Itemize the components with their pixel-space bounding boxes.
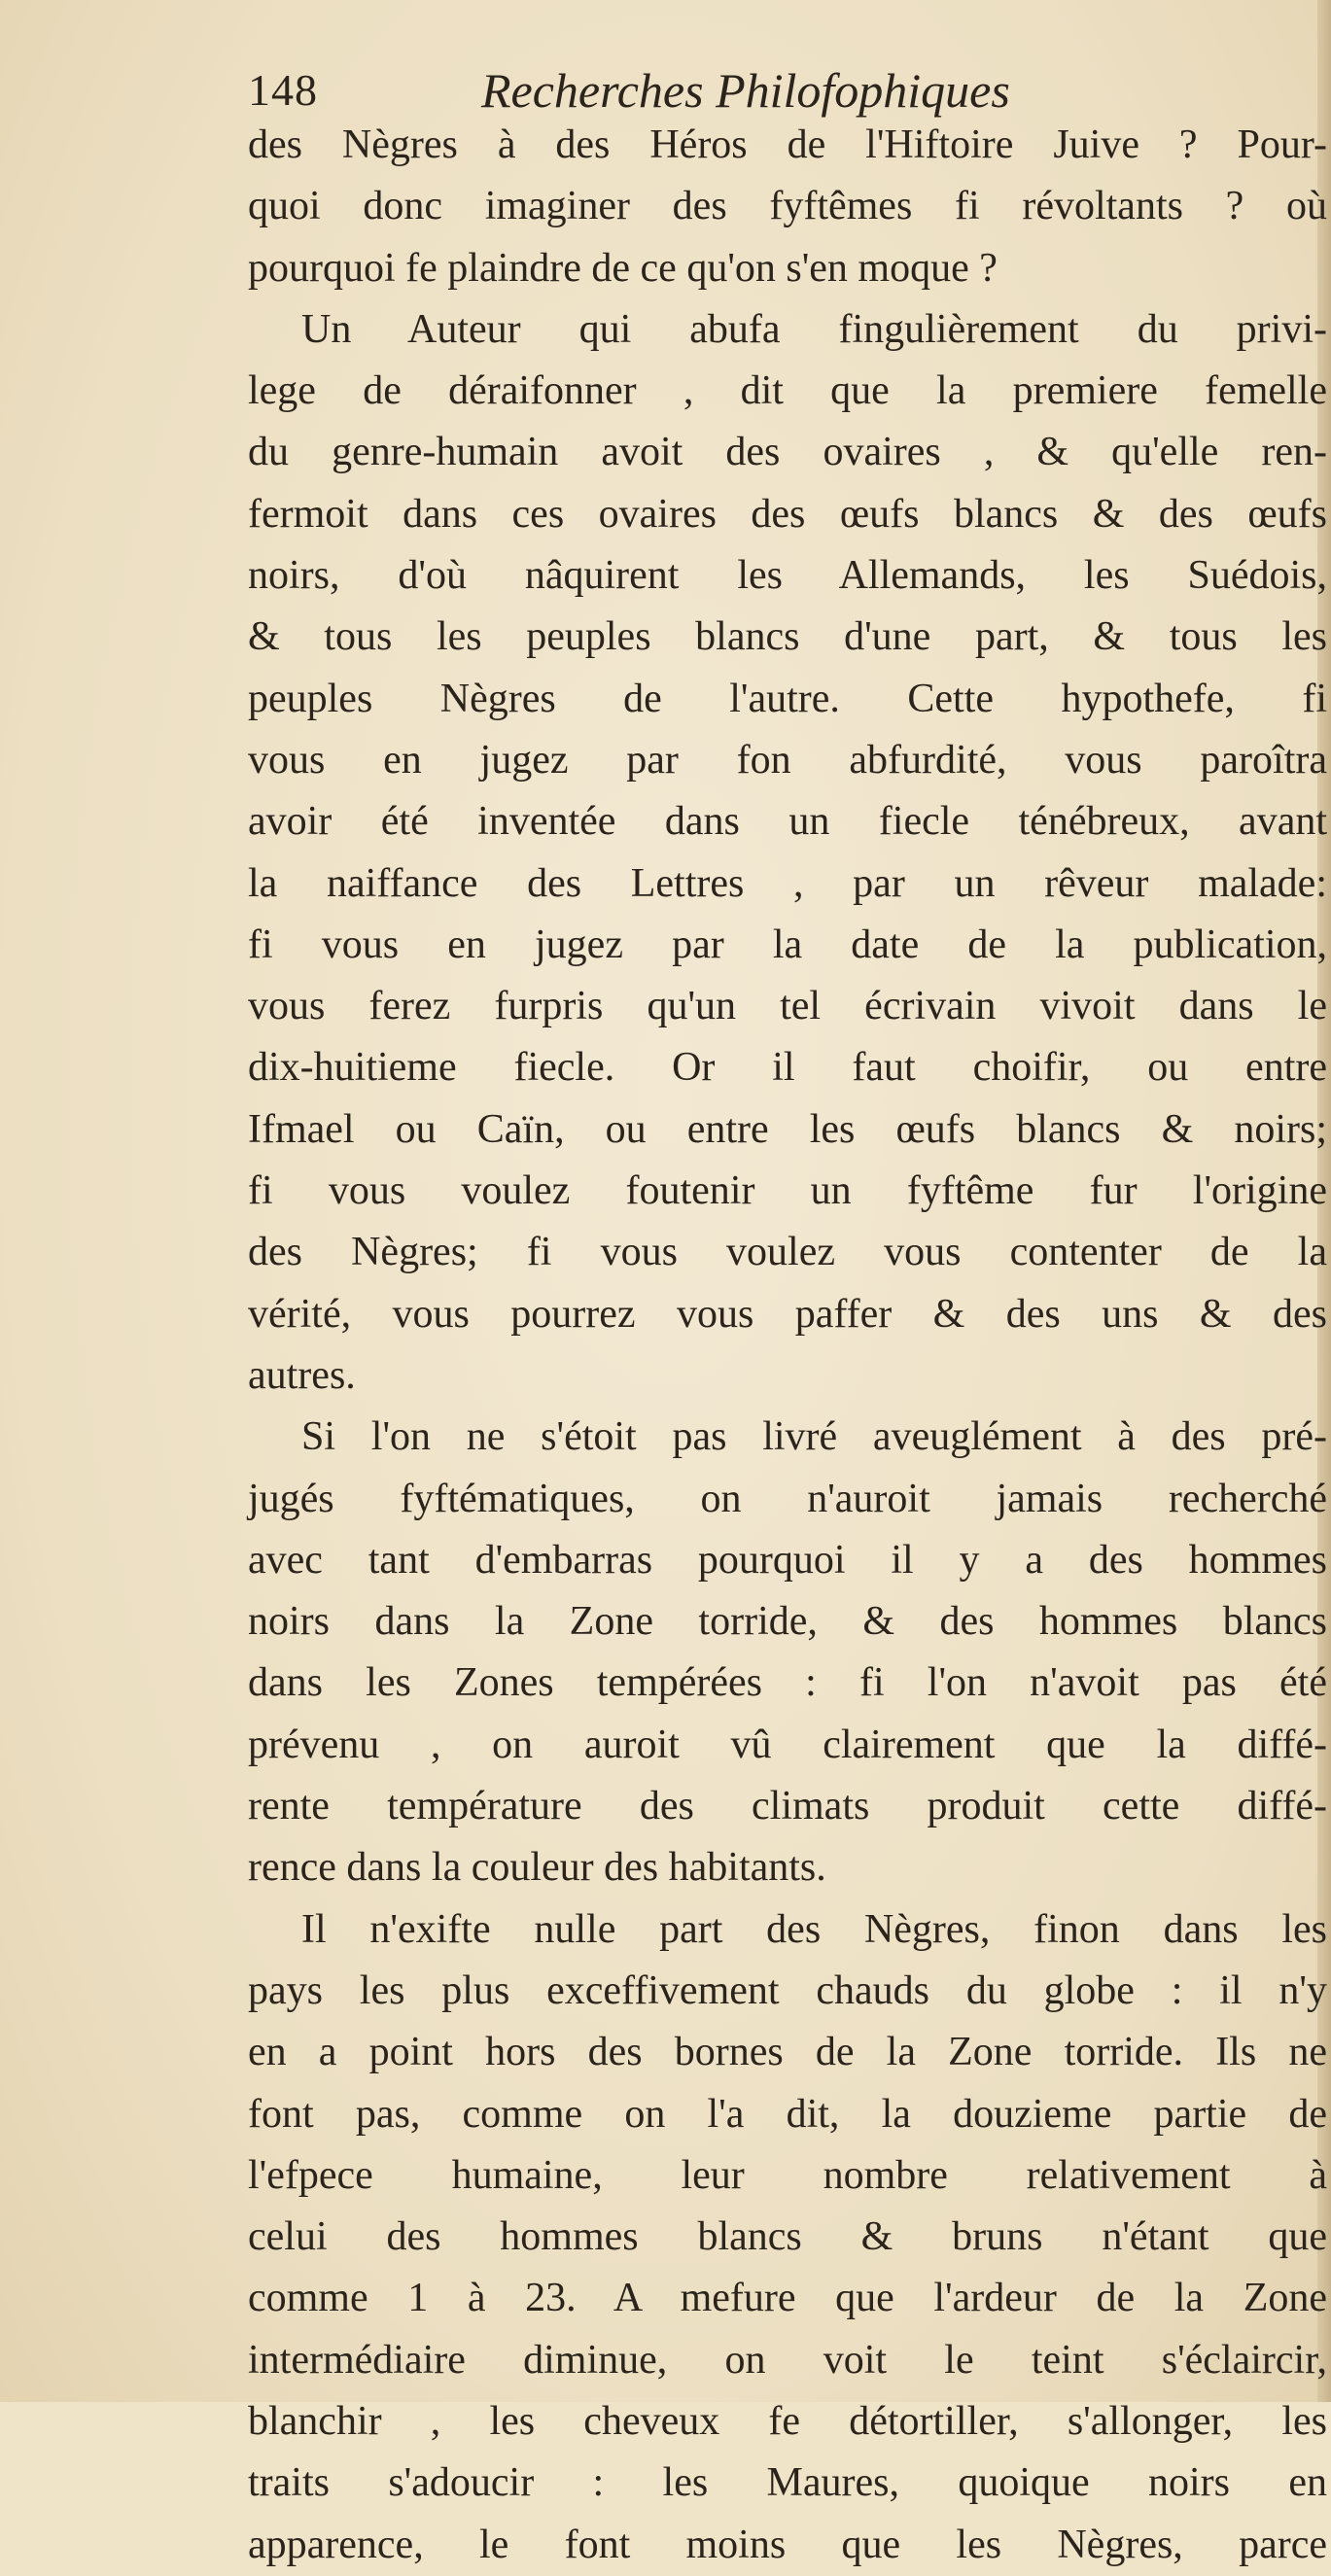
text-line: peuples Nègres de l'autre. Cette hypothefe, fi [248,676,1327,721]
text-line: fi vous voulez foutenir un fyftême fur l'origine [248,1168,1327,1214]
body-text [248,115,1327,2576]
text-line: font pas, comme on l'a dit, la douzieme partie de [248,2091,1327,2137]
text-line: comme 1 à 23. A mefure que l'ardeur de la Zone [248,2276,1327,2321]
text-line: rence dans la couleur des habitants. [248,1845,826,1891]
text-line: avec tant d'embarras pourquoi il y a des hommes [248,1537,1327,1583]
text-line: dix-huitieme fiecle. Or il faut choifir, ou entre [248,1045,1327,1091]
text-line: rente température des climats produit cette diffé- [248,1784,1327,1829]
text-line: & tous les peuples blancs d'une part, & tous les [248,614,1327,660]
text-line: Un Auteur qui abufa fingulièrement du privi- [301,306,1327,352]
text-line: fi vous en jugez par la date de la publication, [248,922,1327,967]
text-line: vous en jugez par fon abfurdité, vous paroîtra [248,737,1327,783]
text-line: Ifmael ou Caïn, ou entre les œufs blancs & noirs; [248,1106,1327,1152]
text-line: avoir été inventée dans un fiecle ténébreux, avant [248,799,1327,845]
text-line: autres. [248,1352,356,1398]
text-line: pourquoi fe plaindre de ce qu'on s'en moque ? [248,245,998,291]
text-line: dans les Zones tempérées : fi l'on n'avoit pas été [248,1660,1327,1706]
text-line: des Nègres; fi vous voulez vous contenter de la [248,1230,1327,1275]
text-line: pays les plus exceffivement chauds du globe : il n'y [248,1967,1327,2013]
text-line: traits s'adoucir : les Maures, quoique noirs en [248,2460,1327,2506]
text-line: du genre-humain avoit des ovaires , & qu'elle ren- [248,430,1327,475]
text-line: lege de déraifonner , dit que la premiere femelle [248,368,1327,414]
text-line: vérité, vous pourrez vous paffer & des uns & des [248,1291,1327,1337]
text-line: en a point hors des bornes de la Zone torride. Ils ne [248,2030,1327,2075]
text-line: celui des hommes blancs & bruns n'étant que [248,2214,1327,2260]
running-title: Recherches Philofophiques [481,63,1010,118]
text-line: l'efpece humaine, leur nombre relativement à [248,2152,1327,2198]
text-line: Il n'exifte nulle part des Nègres, finon dans les [301,1906,1327,1952]
text-line: Si l'on ne s'étoit pas livré aveuglément à des pré- [301,1414,1327,1460]
text-line: la naiffance des Lettres , par un rêveur malade: [248,860,1327,906]
text-line: blanchir , les cheveux fe détortiller, s'allonger, les [248,2398,1327,2444]
text-line: quoi donc imaginer des fyftêmes fi révoltants ? où [248,184,1327,229]
text-line: apparence, le font moins que les Nègres, parce [248,2522,1327,2567]
text-line: noirs, d'où nâquirent les Allemands, les Suédois, [248,553,1327,599]
text-line: noirs dans la Zone torride, & des hommes blancs [248,1599,1327,1645]
text-line: des Nègres à des Héros de l'Hiftoire Juive ? Pour- [248,122,1327,167]
page-number: 148 [248,65,318,115]
text-line: fermoit dans ces ovaires des œufs blancs & des œufs [248,491,1327,537]
text-line: intermédiaire diminue, on voit le teint s'éclaircir, [248,2337,1327,2383]
text-line: jugés fyftématiques, on n'auroit jamais recherché [248,1476,1327,1521]
text-line: prévenu , on auroit vû clairement que la diffé- [248,1722,1327,1767]
text-line: vous ferez furpris qu'un tel écrivain vivoit dans le [248,984,1327,1029]
